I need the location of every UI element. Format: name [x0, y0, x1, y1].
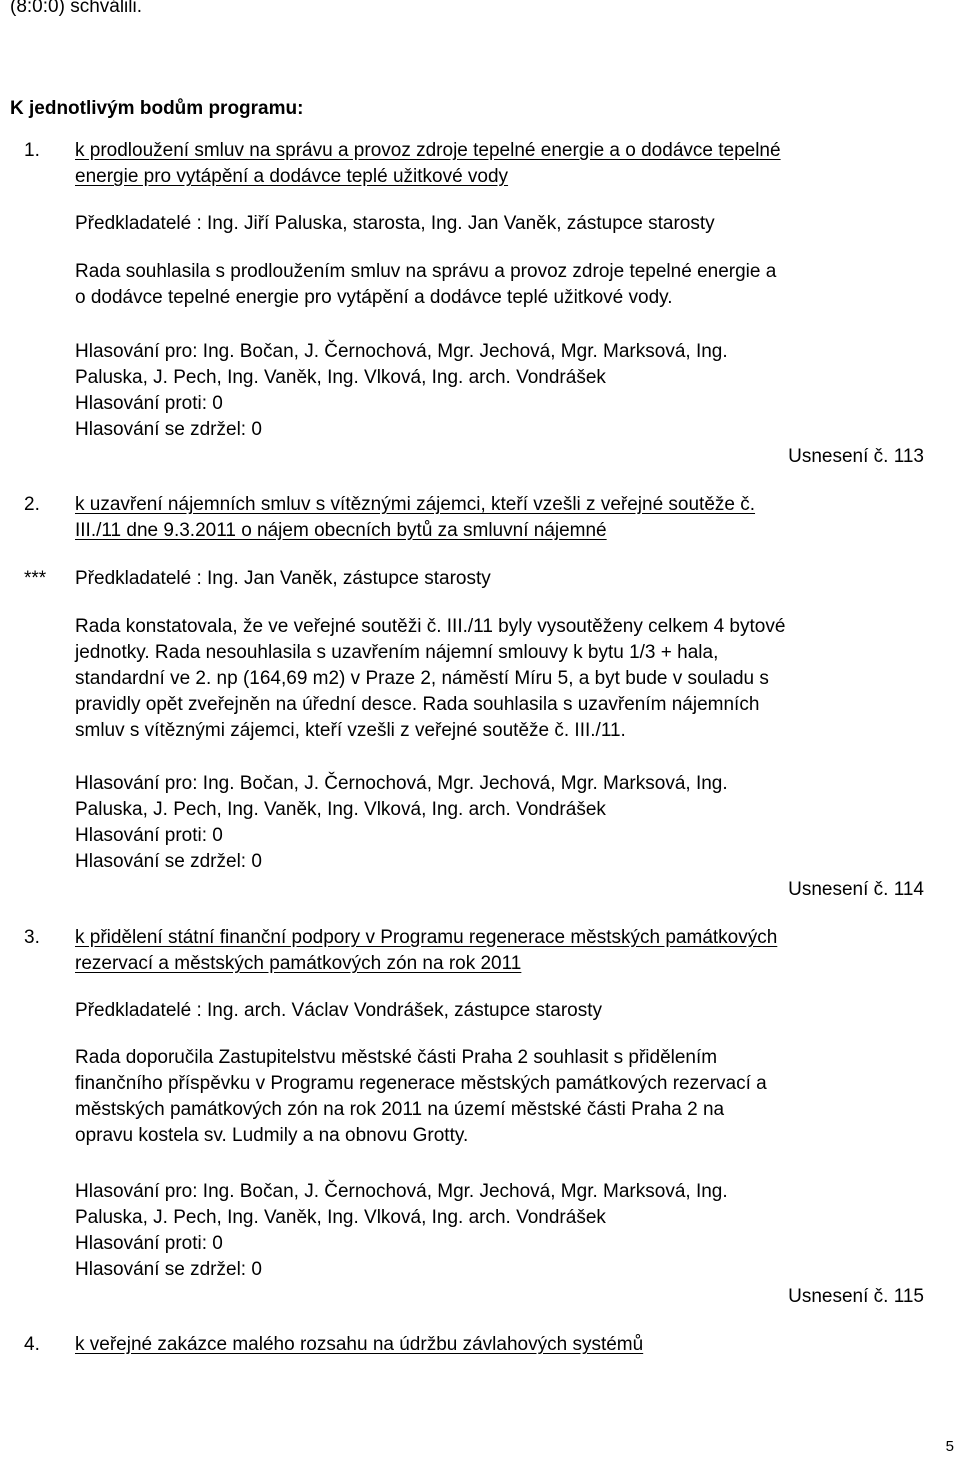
item-presenters: Předkladatelé : Ing. Jan Vaněk, zástupce starosty	[75, 568, 491, 589]
page-number: 5	[945, 1438, 954, 1455]
item-title-line: III./11 dne 9.3.2011 o nájem obecních bytů za smluvní nájemné	[75, 520, 607, 541]
resolution-number: Usnesení č. 113	[788, 446, 924, 467]
decision-line: pravidly opět zveřejněn na úřední desce. Rada souhlasila s uzavřením nájemních	[75, 694, 760, 715]
item-title-line: k prodloužení smluv na správu a provoz zdroje tepelné energie a o dodávce tepelné	[75, 140, 781, 161]
resolution-number: Usnesení č. 115	[788, 1286, 924, 1307]
vote-against: Hlasování proti: 0	[75, 393, 223, 414]
item-number: 4.	[24, 1334, 40, 1355]
item-decision	[75, 1045, 935, 1149]
item-number: 3.	[24, 927, 40, 948]
decision-line: standardní ve 2. np (164,69 m2) v Praze 2, náměstí Míru 5, a byt bude v souladu s	[75, 668, 769, 689]
decision-line: o dodávce tepelné energie pro vytápění a dodávce teplé užitkové vody.	[75, 287, 673, 308]
item-presenters: Předkladatelé : Ing. Jiří Paluska, starosta, Ing. Jan Vaněk, zástupce starosty	[75, 213, 715, 234]
item-title-line: energie pro vytápění a dodávce teplé užitkové vody	[75, 166, 509, 187]
item-title-line: rezervací a městských památkových zón na rok 2011	[75, 953, 522, 974]
decision-line: smluv s vítěznými zájemci, kteří vzešli z veřejné soutěže č. III./11.	[75, 720, 626, 741]
item-presenters: Předkladatelé : Ing. arch. Václav Vondrášek, zástupce starosty	[75, 1000, 603, 1021]
item-marker: ***	[24, 568, 47, 589]
vote-for-line: Paluska, J. Pech, Ing. Vaněk, Ing. Vlková, Ing. arch. Vondrášek	[75, 367, 606, 388]
vote-abstain: Hlasování se zdržel: 0	[75, 419, 262, 440]
decision-line: finančního příspěvku v Programu regenerace městských památkových rezervací a	[75, 1073, 767, 1094]
program-heading: K jednotlivým bodům programu:	[10, 98, 304, 119]
item-votes	[75, 1179, 935, 1283]
decision-line: Rada doporučila Zastupitelstvu městské části Praha 2 souhlasit s přidělením	[75, 1047, 718, 1068]
item-votes	[75, 339, 935, 443]
vote-against: Hlasování proti: 0	[75, 1233, 223, 1254]
decision-line: opravu kostela sv. Ludmily a na obnovu Grotty.	[75, 1125, 469, 1146]
decision-line: jednotky. Rada nesouhlasila s uzavřením nájemní smlouvy k bytu 1/3 + hala,	[75, 642, 719, 663]
item-number: 1.	[24, 140, 40, 161]
item-title-line: k uzavření nájemních smluv s vítěznými zájemci, kteří vzešli z veřejné soutěže č.	[75, 494, 756, 515]
decision-line: Rada souhlasila s prodloužením smluv na správu a provoz zdroje tepelné energie a	[75, 261, 777, 282]
decision-line: Rada konstatovala, že ve veřejné soutěži č. III./11 byly vysoutěženy celkem 4 bytové	[75, 616, 786, 637]
item-title	[75, 138, 935, 190]
vote-abstain: Hlasování se zdržel: 0	[75, 851, 262, 872]
vote-for-line: Hlasování pro: Ing. Bočan, J. Černochová, Mgr. Jechová, Mgr. Marksová, Ing.	[75, 1181, 728, 1202]
intro-text: (8:0:0) schválili.	[10, 0, 142, 17]
item-number: 2.	[24, 494, 40, 515]
item-votes	[75, 771, 935, 875]
item-decision	[75, 614, 935, 744]
resolution-number: Usnesení č. 114	[788, 879, 924, 900]
vote-for-line: Hlasování pro: Ing. Bočan, J. Černochová, Mgr. Jechová, Mgr. Marksová, Ing.	[75, 773, 728, 794]
item-decision	[75, 259, 935, 311]
item-title-line: k přidělení státní finanční podpory v Programu regenerace městských památkových	[75, 927, 778, 948]
vote-against: Hlasování proti: 0	[75, 825, 223, 846]
item-title-line: k veřejné zakázce malého rozsahu na údržbu závlahových systémů	[75, 1334, 644, 1355]
item-title	[75, 925, 935, 977]
vote-for-line: Paluska, J. Pech, Ing. Vaněk, Ing. Vlková, Ing. arch. Vondrášek	[75, 1207, 606, 1228]
vote-for-line: Hlasování pro: Ing. Bočan, J. Černochová, Mgr. Jechová, Mgr. Marksová, Ing.	[75, 341, 728, 362]
vote-abstain: Hlasování se zdržel: 0	[75, 1259, 262, 1280]
item-title	[75, 492, 935, 544]
item-title	[75, 1332, 935, 1358]
decision-line: městských památkových zón na rok 2011 na území městské části Praha 2 na	[75, 1099, 725, 1120]
vote-for-line: Paluska, J. Pech, Ing. Vaněk, Ing. Vlková, Ing. arch. Vondrášek	[75, 799, 606, 820]
